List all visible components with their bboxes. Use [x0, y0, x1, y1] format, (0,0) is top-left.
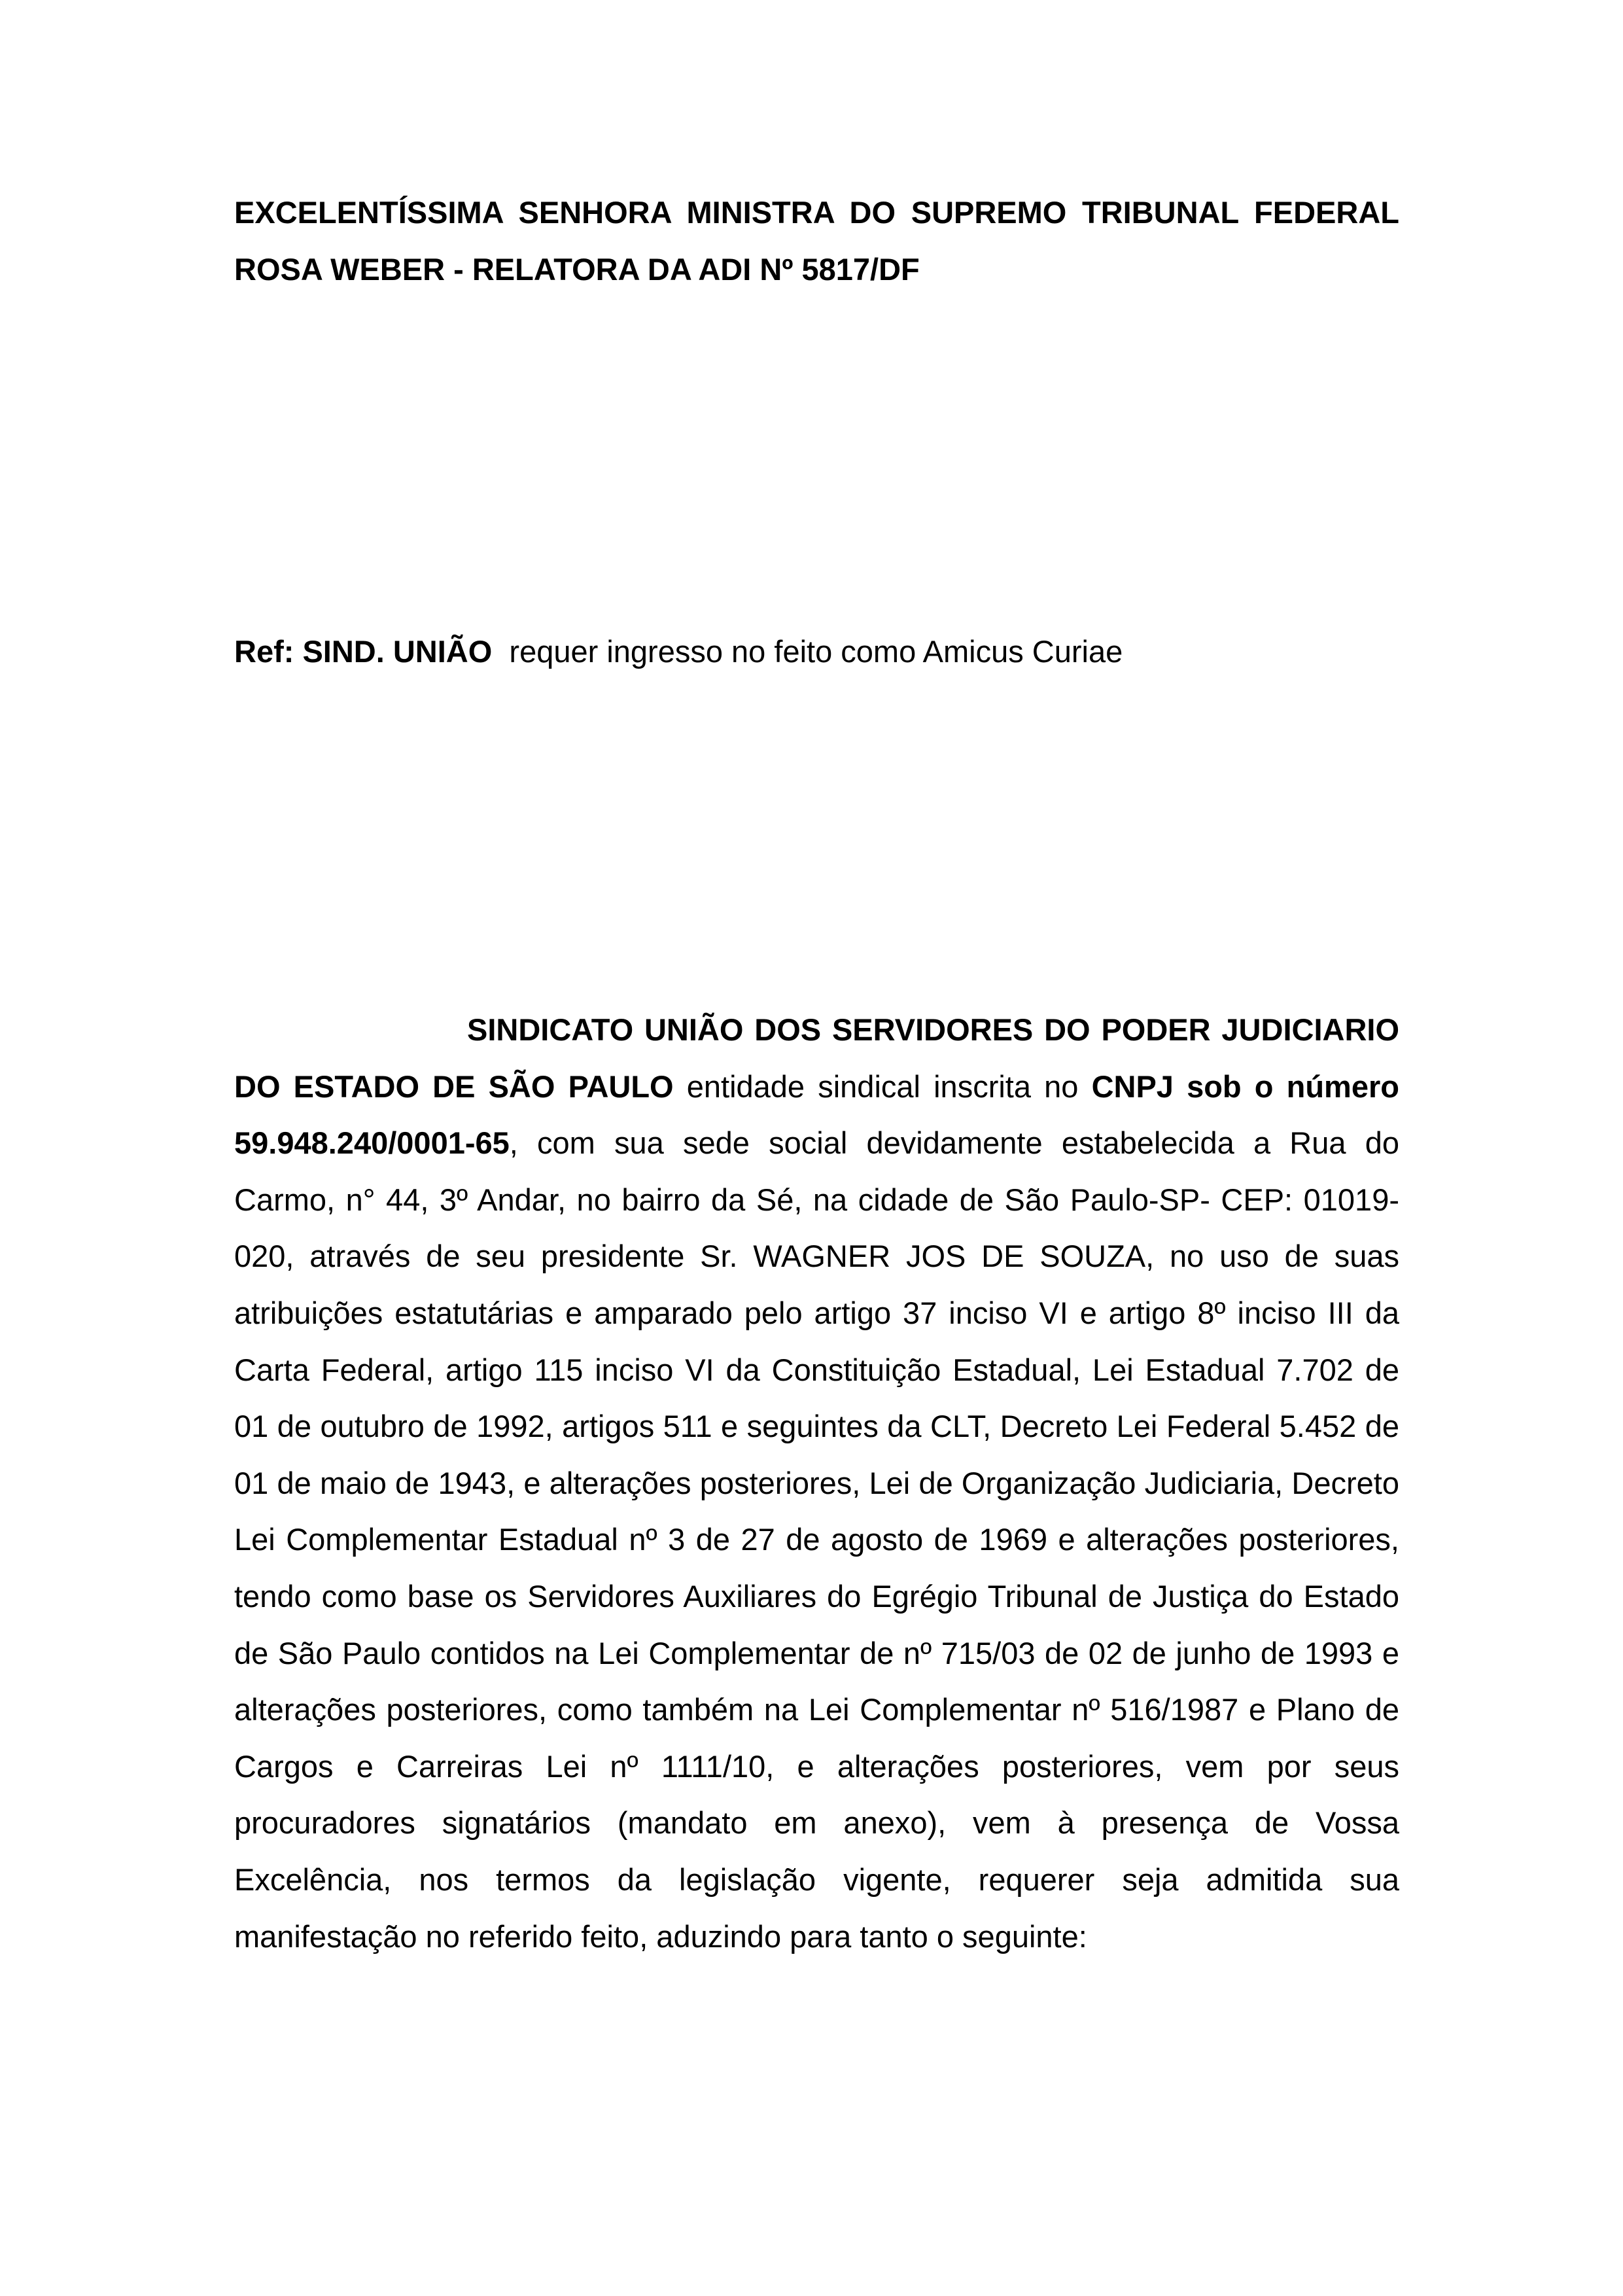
reference-text: requer ingresso no feito como Amicus Curiae: [509, 634, 1123, 669]
paragraph-text-2: , com sua sede social devidamente estabelecida a Rua do Carmo, n° 44, 3º Andar, no bairro da Sé, na cidade de São Paulo-SP- CEP: 01019-020, através de seu presidente Sr. WAGNER JOS DE SOUZA, no uso de suas atribuições estatutárias e amparado pelo artigo 37 inciso VI e artigo 8º inciso III da Carta Federal, artigo 115 inciso VI da Constituição Estadual, Lei Estadual 7.702 de 01 de outubro de 1992, artigos 511 e seguintes da CLT, Decreto Lei Federal 5.452 de 01 de maio de 1943, e alterações posteriores, Lei de Organização Judiciaria, Decreto Lei Complementar Estadual nº 3 de 27 de agosto de 1969 e alterações posteriores, tendo como base os Servidores Auxiliares do Egrégio Tribunal de Justiça do Estado de São Paulo contidos na Lei Complementar de nº 715/03 de 02 de junho de 1993 e alterações posteriores, como também na Lei Complementar nº 516/1987 e Plano de Cargos e Carreiras Lei nº 1111/10, e alterações posteriores, vem por seus procuradores signatários (mandato em anexo), vem à presença de Vossa Excelência, nos termos da legislação vigente, requerer seja admitida sua manifestação no referido feito, aduzindo para tanto o seguinte:: [234, 1125, 1399, 1954]
petition-paragraph: [234, 1002, 1399, 1965]
addressee-heading: EXCELENTÍSSIMA SENHORA MINISTRA DO SUPREMO TRIBUNAL FEDERAL ROSA WEBER - RELATORA DA ADI Nº 5817/DF: [234, 195, 1399, 287]
cnpj-number: CNPJ sob o número 59.948.240/0001-65: [234, 1069, 1399, 1161]
paragraph-text-1: entidade sindical inscrita no: [673, 1069, 1092, 1104]
reference-label: Ref: SIND. UNIÃO: [234, 634, 493, 669]
reference-line: [234, 623, 1399, 680]
entity-name: SINDICATO UNIÃO DOS SERVIDORES DO PODER JUDICIARIO DO ESTADO DE SÃO PAULO: [234, 1012, 1399, 1104]
